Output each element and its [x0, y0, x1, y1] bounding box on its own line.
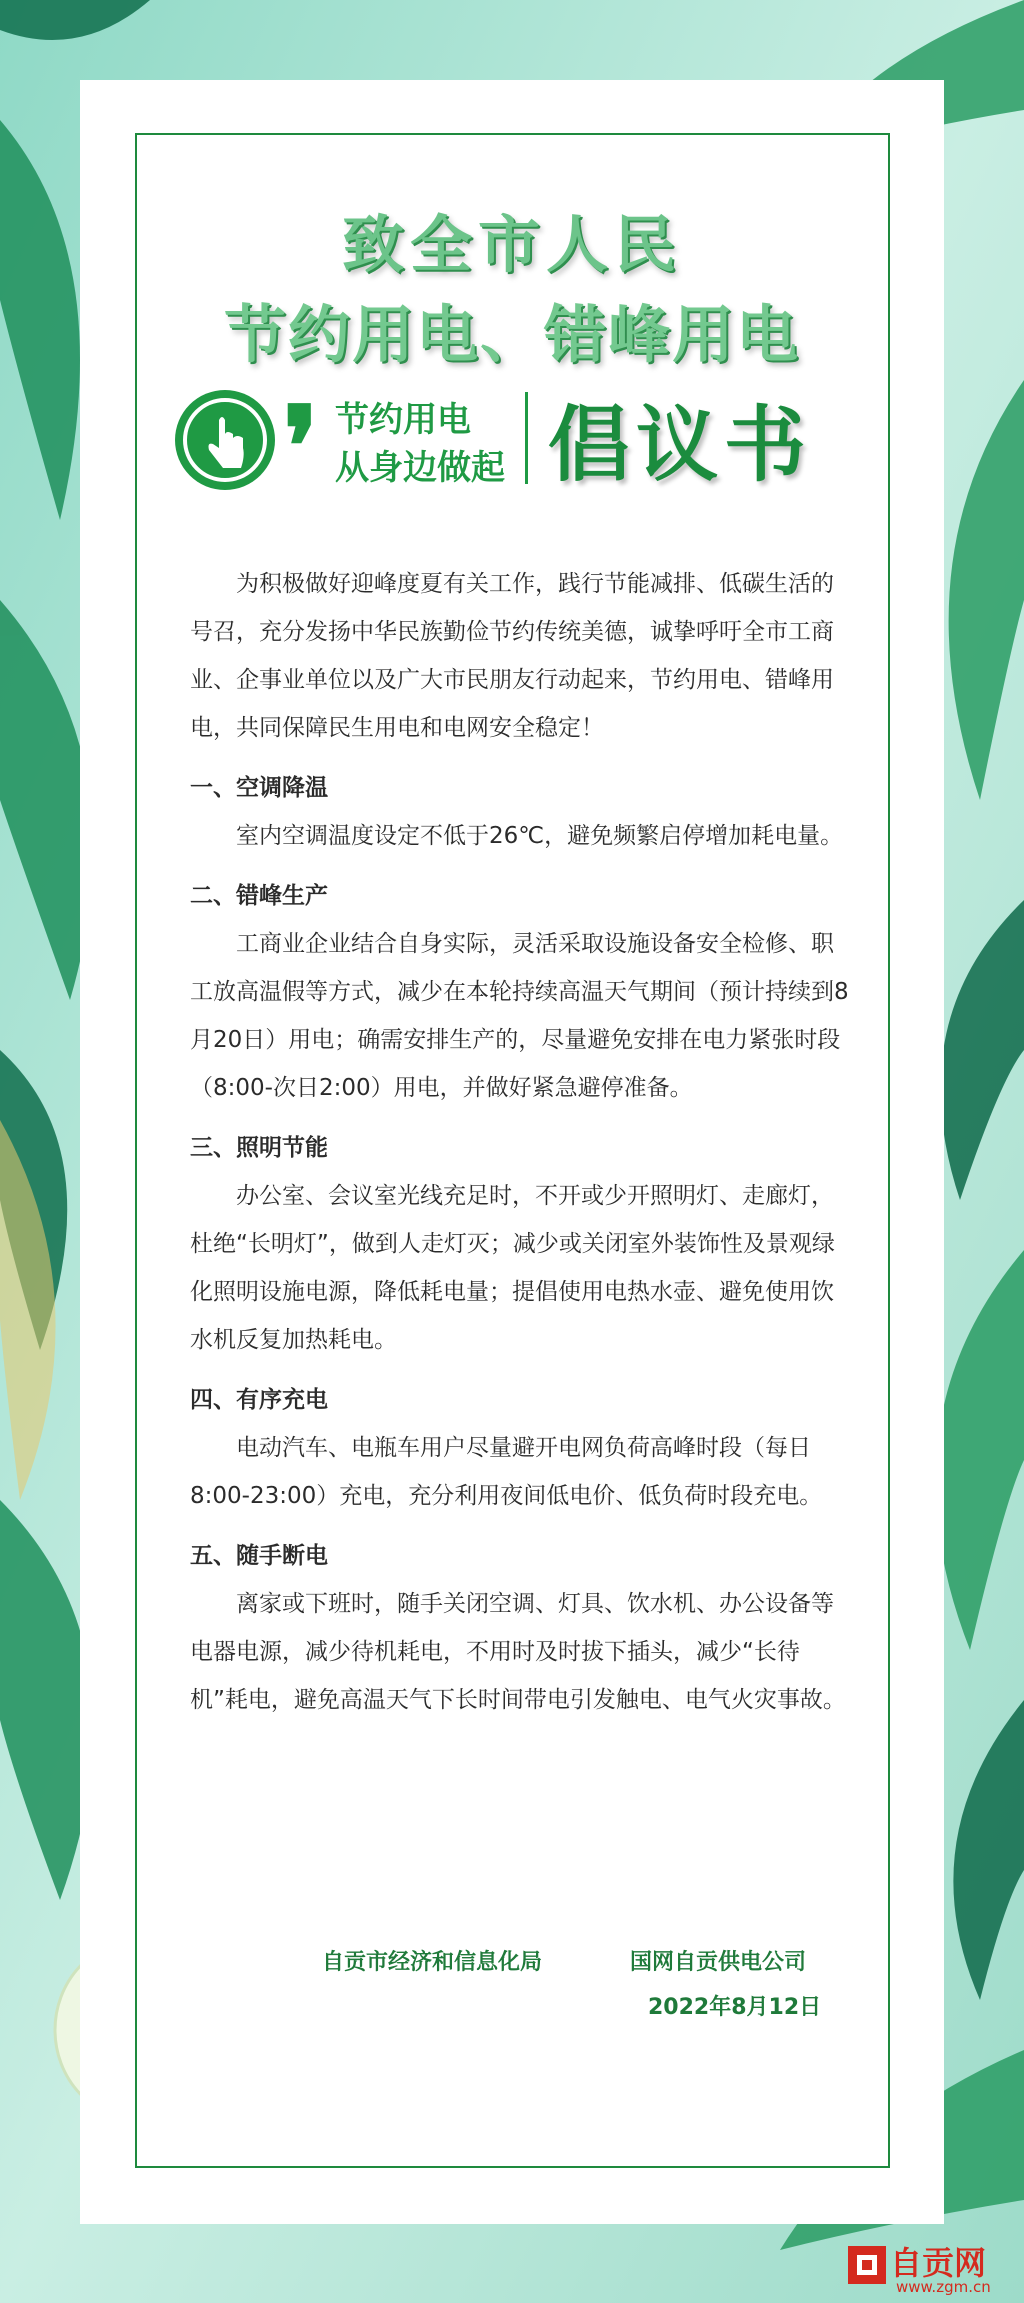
section-text: 办公室、会议室光线充足时，不开或少开照明灯、走廊灯，杜绝“长明灯”，做到人走灯灭；减少或关闭室外装饰性及景观绿化照明设施电源，降低耗电量；提倡使用电热水壶、避免使用饮水机反复加热耗电。	[190, 1183, 835, 1353]
watermark-name: 自贡网	[890, 2244, 987, 2282]
section-text: 工商业企业结合自身实际，灵活采取设施设备安全检修、职工放高温假等方式，减少在本轮持续高温天气期间（预计持续到8月20日）用电；确需安排生产的，尽量避免安排在电力紧张时段（8:00-次日2:00）用电，并做好紧急避停准备。	[190, 931, 849, 1101]
title-line2: 节约用电、错峰用电	[223, 298, 800, 371]
title-line1: 致全市人民	[341, 208, 682, 281]
section-text: 室内空调温度设定不低于26℃，避免频繁启停增加耗电量。	[236, 823, 844, 849]
section-text: 电动汽车、电瓶车用户尽量避开电网负荷高峰时段（每日8:00-23:00）充电，充分利用夜间低电价、低负荷时段充电。	[190, 1435, 823, 1509]
section-heading: 四、有序充电	[190, 1387, 328, 1413]
slogan-line1: 节约用电	[335, 400, 471, 440]
section-heading: 一、空调降温	[190, 775, 328, 801]
watermark-url: www.zgm.cn	[896, 2278, 991, 2296]
section-heading: 二、错峰生产	[190, 883, 328, 909]
signature-org1: 自贡市经济和信息化局	[322, 1950, 543, 1975]
signature-org2: 国网自贡供电公司	[630, 1950, 807, 1975]
slogan-line2: 从身边做起	[335, 448, 505, 488]
section-text: 离家或下班时，随手关闭空调、灯具、饮水机、办公设备等电器电源，减少待机耗电，不用时及时拔下插头，减少“长待机”耗电，避免高温天气下长时间带电引发触电、电气火灾事故。	[190, 1591, 846, 1713]
signature-date: 2022年8月12日	[648, 1995, 822, 2020]
section-heading: 三、照明节能	[190, 1135, 328, 1161]
document-body	[190, 560, 850, 1724]
proposal-title: 倡议书	[548, 398, 813, 493]
divider	[525, 392, 528, 484]
quote-mark: ❜	[283, 382, 319, 511]
section-heading: 五、随手断电	[190, 1543, 328, 1569]
intro-paragraph: 为积极做好迎峰度夏有关工作，践行节能减排、低碳生活的号召，充分发扬中华民族勤俭节约传统美德，诚挚呼吁全市工商业、企事业单位以及广大市民朋友行动起来，节约用电、错峰用电，共同保障民生用电和电网安全稳定！	[190, 571, 834, 741]
hand-click-icon	[175, 390, 275, 490]
